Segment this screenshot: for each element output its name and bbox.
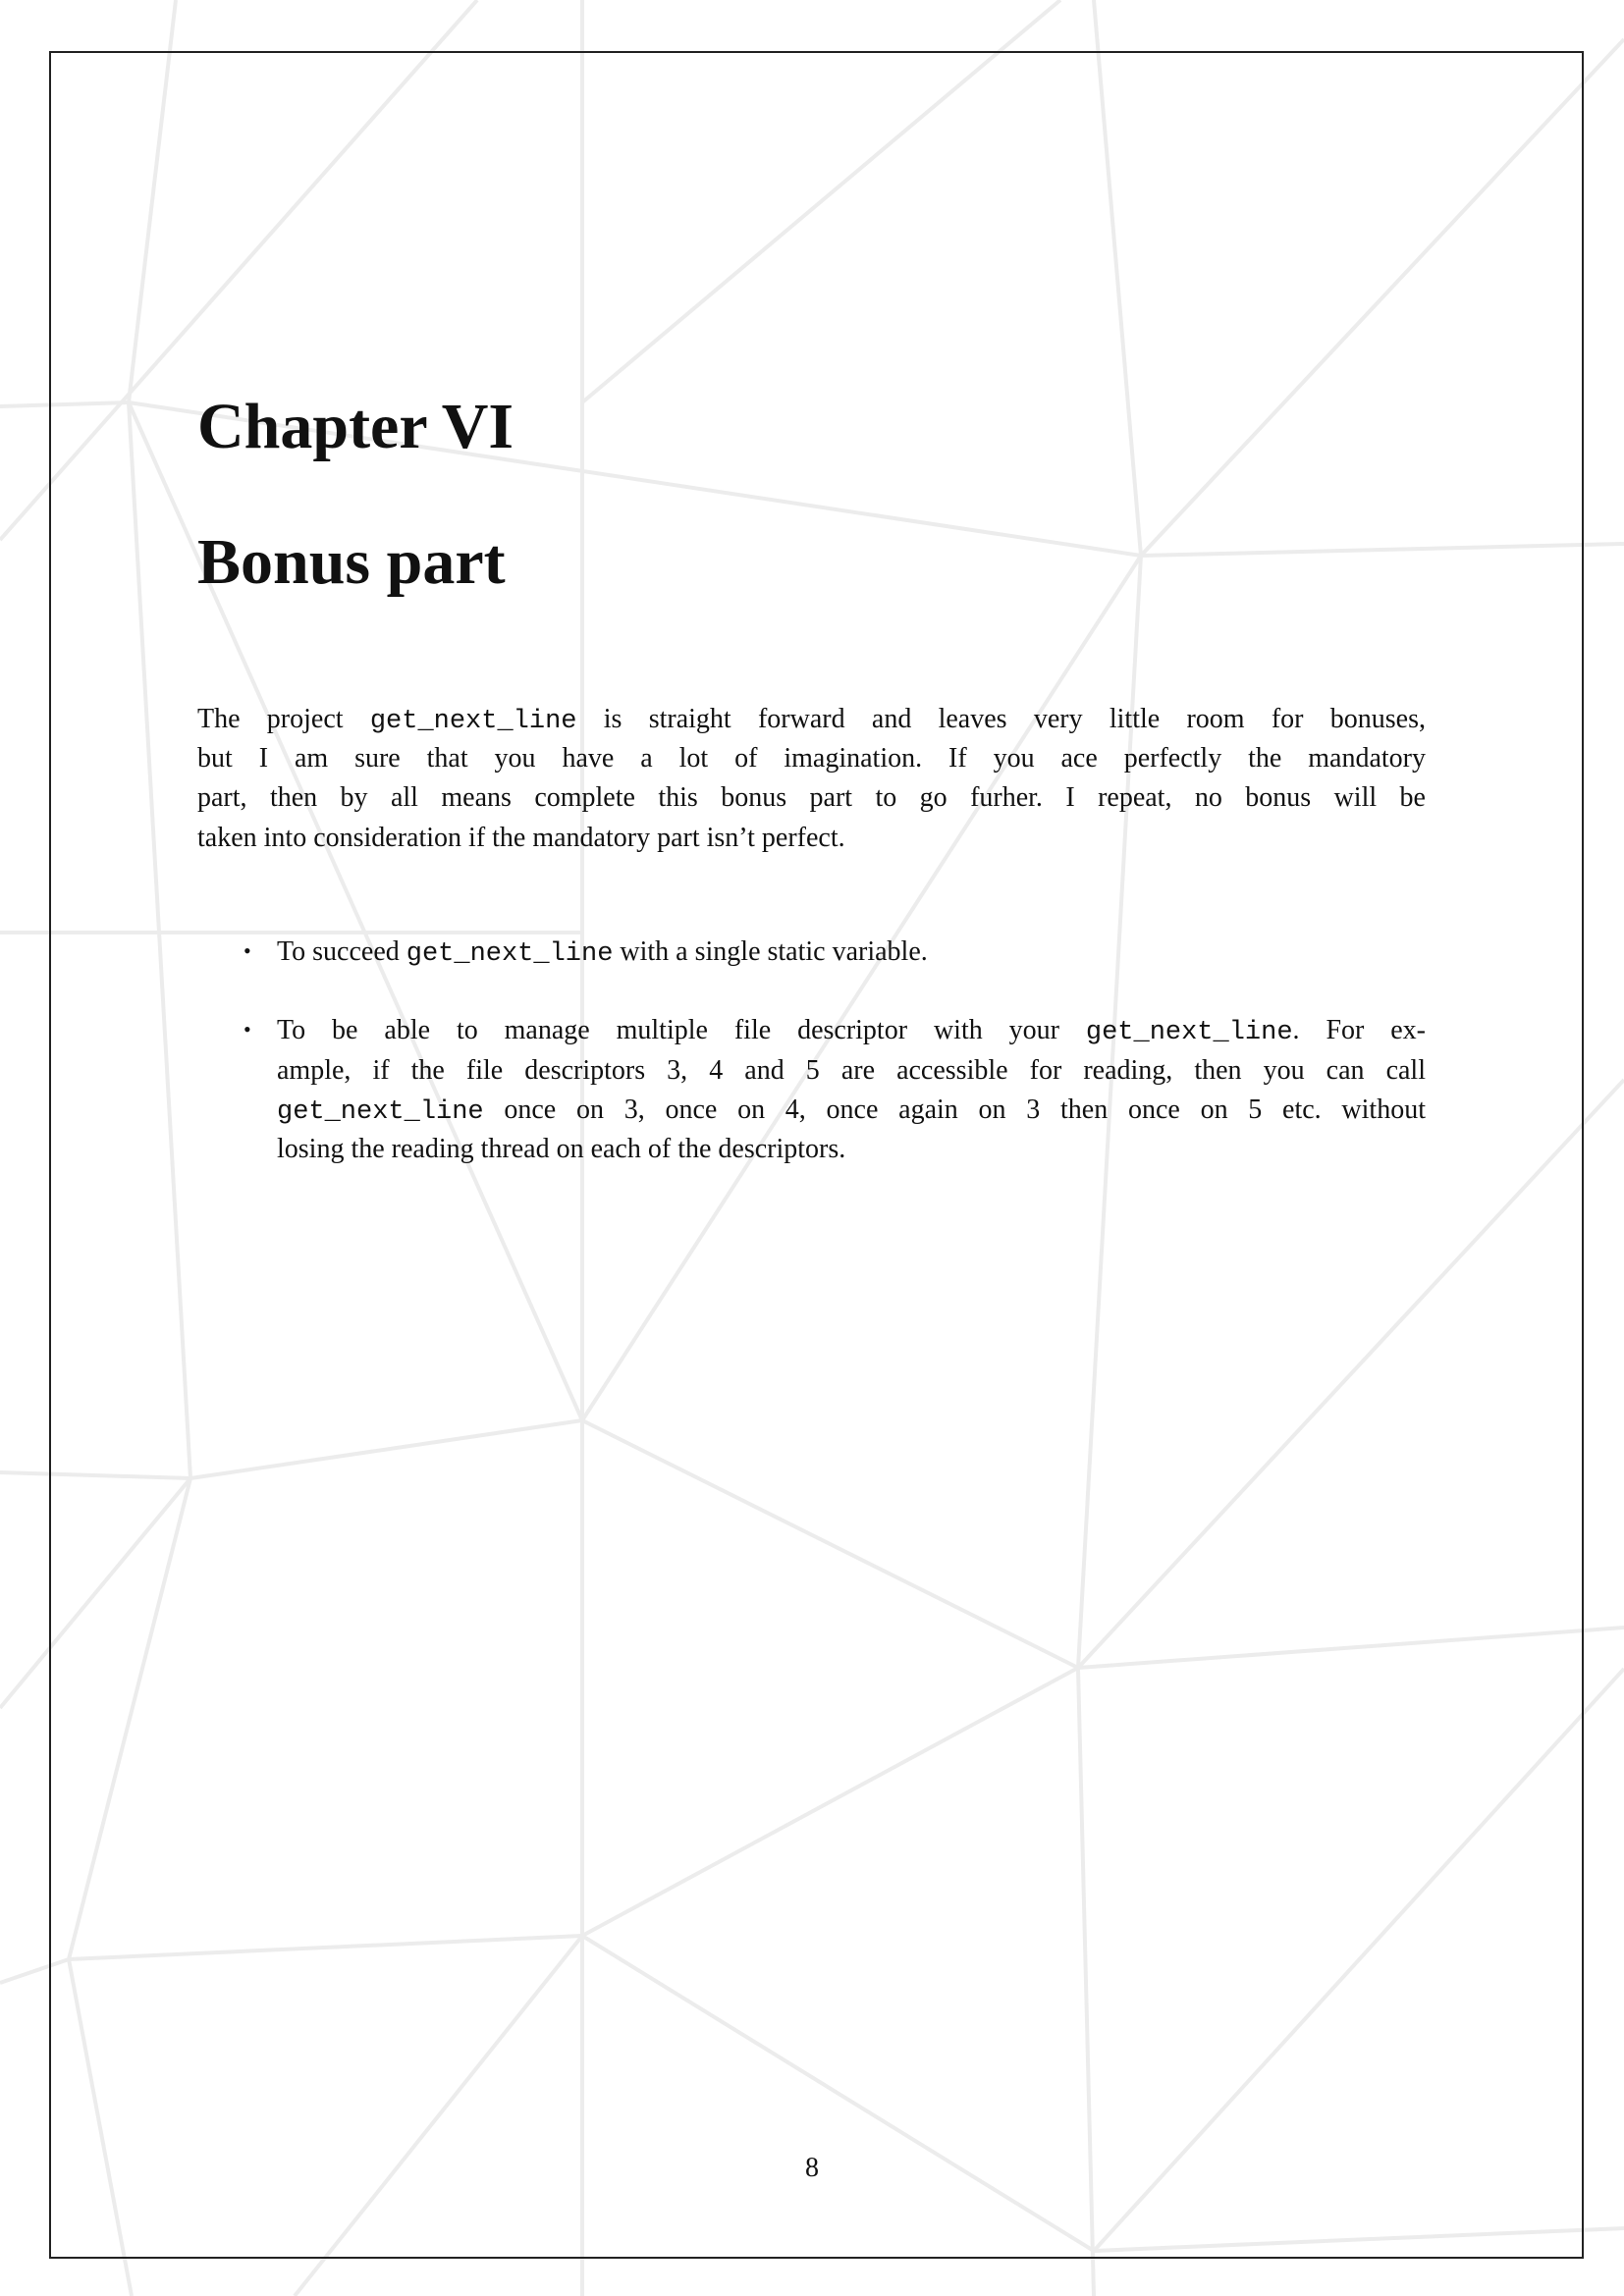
code-function-name: get_next_line (1085, 1018, 1293, 1047)
code-function-name: get_next_line (406, 939, 614, 969)
list-item-text (277, 933, 1426, 972)
text: . For ex- (1292, 1015, 1427, 1045)
text: To succeed (277, 936, 406, 967)
paragraph-line: but I am sure that you have a lot of imagination. If you ace perfectly the mandatory (197, 743, 1426, 774)
paragraph-line (197, 700, 1426, 739)
section-title: Bonus part (197, 526, 506, 598)
bullet-icon: • (244, 938, 251, 963)
code-function-name: get_next_line (369, 707, 577, 736)
text: To be able to manage multiple file descriptor with your (277, 1015, 1086, 1045)
list-item-line (277, 1091, 1426, 1130)
text: once on 3, once on 4, once again on 3 then once on 5 etc. without (483, 1095, 1426, 1125)
list-item-line: losing the reading thread on each of the descriptors. (277, 1134, 846, 1164)
text: is straight forward and leaves very little room for bonuses, (576, 704, 1427, 734)
list-item-line (277, 1011, 1426, 1050)
page-number: 8 (805, 2153, 819, 2183)
paragraph-line: part, then by all means complete this bonus part to go furher. I repeat, no bonus will be (197, 782, 1426, 813)
list-item-line: ample, if the file descriptors 3, 4 and 5 are accessible for reading, then you can call (277, 1055, 1426, 1086)
bullet-icon: • (244, 1017, 251, 1041)
text: with a single static variable. (613, 936, 928, 967)
chapter-heading: Chapter VI (197, 391, 514, 462)
code-function-name: get_next_line (277, 1097, 484, 1127)
paragraph-line: taken into consideration if the mandatory part isn’t perfect. (197, 823, 845, 853)
text: The project (197, 704, 370, 734)
